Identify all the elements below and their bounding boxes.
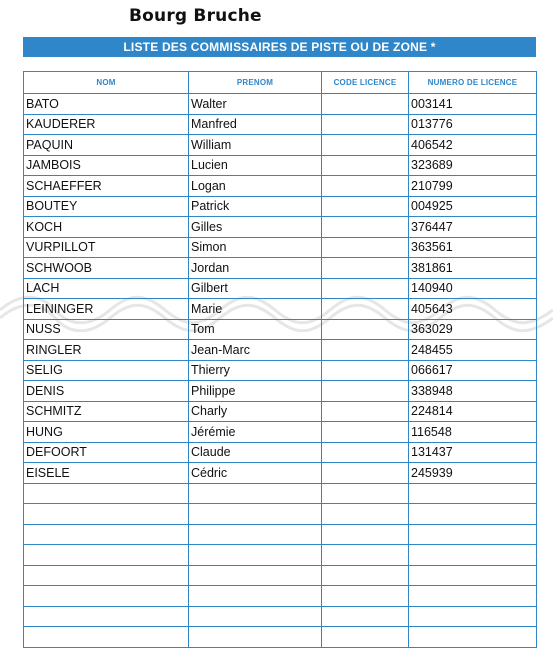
cell-prenom [189,586,322,607]
cell-code-licence [322,340,409,361]
cell-nom: BATO [24,94,189,115]
cell-code-licence [322,504,409,525]
cell-nom [24,524,189,545]
cell-prenom: Logan [189,176,322,197]
cell-numero-licence: 210799 [409,176,537,197]
table-row [24,401,537,422]
table-row [24,114,537,135]
cell-code-licence [322,176,409,197]
table-row [24,155,537,176]
table-row [24,463,537,484]
cell-prenom: Jean-Marc [189,340,322,361]
cell-numero-licence [409,545,537,566]
cell-prenom: Charly [189,401,322,422]
table-row-empty [24,524,537,545]
cell-nom: SCHAEFFER [24,176,189,197]
table-row [24,442,537,463]
cell-prenom: Jérémie [189,422,322,443]
cell-code-licence [322,155,409,176]
cell-prenom [189,524,322,545]
cell-nom [24,606,189,627]
table-row [24,258,537,279]
cell-numero-licence: 406542 [409,135,537,156]
cell-code-licence [322,94,409,115]
cell-nom: KOCH [24,217,189,238]
cell-prenom: Simon [189,237,322,258]
cell-numero-licence: 363561 [409,237,537,258]
cell-numero-licence: 338948 [409,381,537,402]
table-header-row [24,72,537,94]
cell-numero-licence [409,524,537,545]
table-row-empty [24,586,537,607]
cell-numero-licence: 381861 [409,258,537,279]
table-row [24,217,537,238]
cell-code-licence [322,135,409,156]
cell-nom [24,586,189,607]
cell-nom: BOUTEY [24,196,189,217]
cell-prenom: Claude [189,442,322,463]
cell-prenom: Philippe [189,381,322,402]
cell-prenom: Tom [189,319,322,340]
cell-code-licence [322,360,409,381]
table-row [24,319,537,340]
cell-numero-licence: 323689 [409,155,537,176]
cell-nom: LEININGER [24,299,189,320]
cell-nom: VURPILLOT [24,237,189,258]
cell-numero-licence: 003141 [409,94,537,115]
cell-numero-licence [409,504,537,525]
commissaires-table [23,71,537,648]
cell-numero-licence: 245939 [409,463,537,484]
cell-nom: PAQUIN [24,135,189,156]
table-row-empty [24,504,537,525]
cell-code-licence [322,606,409,627]
cell-nom: NUSS [24,319,189,340]
cell-code-licence [322,627,409,648]
header-numero-licence: NUMERO DE LICENCE [409,72,537,94]
cell-nom [24,504,189,525]
cell-prenom: Gilles [189,217,322,238]
cell-numero-licence [409,586,537,607]
cell-nom: SCHMITZ [24,401,189,422]
cell-code-licence [322,442,409,463]
cell-numero-licence: 405643 [409,299,537,320]
cell-prenom [189,504,322,525]
cell-code-licence [322,196,409,217]
cell-code-licence [322,381,409,402]
table-body [24,94,537,648]
cell-numero-licence: 066617 [409,360,537,381]
cell-code-licence [322,565,409,586]
cell-nom: EISELE [24,463,189,484]
cell-prenom: Lucien [189,155,322,176]
cell-nom: RINGLER [24,340,189,361]
table-row [24,422,537,443]
cell-numero-licence [409,483,537,504]
cell-code-licence [322,422,409,443]
table-row [24,340,537,361]
table-row-empty [24,627,537,648]
cell-prenom [189,483,322,504]
cell-prenom [189,565,322,586]
cell-nom: SCHWOOB [24,258,189,279]
table-row [24,94,537,115]
cell-prenom: Gilbert [189,278,322,299]
cell-numero-licence: 224814 [409,401,537,422]
cell-code-licence [322,545,409,566]
cell-prenom: Marie [189,299,322,320]
cell-numero-licence: 004925 [409,196,537,217]
cell-code-licence [322,217,409,238]
cell-nom: LACH [24,278,189,299]
cell-numero-licence: 140940 [409,278,537,299]
cell-numero-licence: 013776 [409,114,537,135]
cell-numero-licence [409,627,537,648]
cell-nom: DEFOORT [24,442,189,463]
table-row [24,176,537,197]
table-row [24,381,537,402]
cell-nom [24,545,189,566]
header-prenom: PRENOM [189,72,322,94]
cell-numero-licence [409,606,537,627]
cell-code-licence [322,319,409,340]
cell-nom: SELIG [24,360,189,381]
cell-prenom: Thierry [189,360,322,381]
cell-code-licence [322,258,409,279]
cell-code-licence [322,114,409,135]
table-row-empty [24,545,537,566]
cell-code-licence [322,586,409,607]
table-row [24,237,537,258]
cell-code-licence [322,278,409,299]
table-row-empty [24,483,537,504]
document-title: Bourg Bruche [129,6,262,26]
cell-numero-licence: 248455 [409,340,537,361]
cell-prenom [189,606,322,627]
cell-prenom: Patrick [189,196,322,217]
cell-numero-licence: 131437 [409,442,537,463]
list-banner: LISTE DES COMMISSAIRES DE PISTE OU DE ZONE * [23,37,536,57]
cell-nom [24,565,189,586]
cell-nom [24,627,189,648]
cell-prenom: Cédric [189,463,322,484]
cell-numero-licence: 376447 [409,217,537,238]
table-row [24,278,537,299]
table-row-empty [24,606,537,627]
cell-numero-licence: 363029 [409,319,537,340]
table-row [24,135,537,156]
cell-prenom: Jordan [189,258,322,279]
cell-nom: KAUDERER [24,114,189,135]
table-row [24,196,537,217]
cell-nom: HUNG [24,422,189,443]
cell-prenom: William [189,135,322,156]
cell-code-licence [322,524,409,545]
cell-code-licence [322,401,409,422]
cell-prenom: Manfred [189,114,322,135]
cell-prenom: Walter [189,94,322,115]
cell-nom: DENIS [24,381,189,402]
cell-nom [24,483,189,504]
cell-code-licence [322,463,409,484]
table-row [24,360,537,381]
header-code-licence: CODE LICENCE [322,72,409,94]
cell-code-licence [322,299,409,320]
cell-nom: JAMBOIS [24,155,189,176]
cell-prenom [189,545,322,566]
header-nom: NOM [24,72,189,94]
cell-code-licence [322,483,409,504]
cell-numero-licence [409,565,537,586]
cell-code-licence [322,237,409,258]
cell-numero-licence: 116548 [409,422,537,443]
cell-prenom [189,627,322,648]
table-row-empty [24,565,537,586]
table-row [24,299,537,320]
